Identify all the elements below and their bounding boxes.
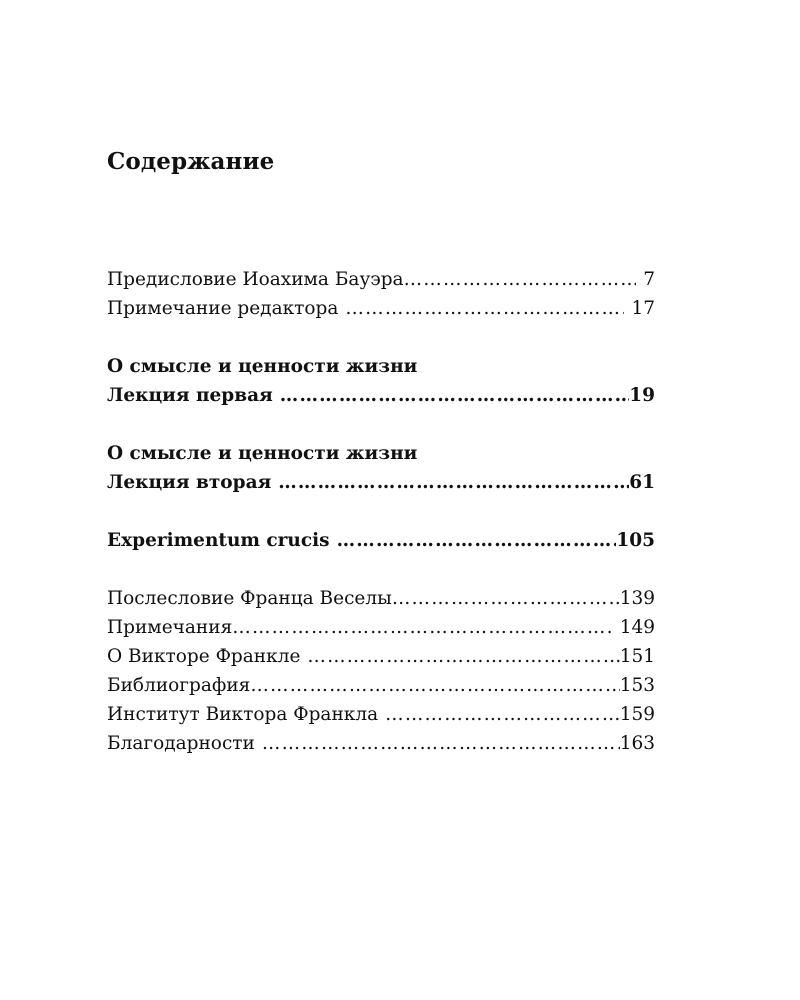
toc-entry-lecture1[interactable]: [107, 381, 655, 410]
toc-entry-page: 19: [629, 385, 655, 406]
toc-leader-dots: [392, 584, 620, 613]
toc-entry-title: О Викторе Франкле: [107, 646, 301, 667]
toc-entry-page: 61: [629, 472, 655, 493]
toc-leader-dots: [307, 642, 619, 671]
toc-leader-dots: [280, 381, 630, 410]
toc-leader-dots: [250, 671, 619, 700]
toc-leader-dots: [262, 729, 620, 758]
toc-entry-title: Лекция первая: [107, 385, 273, 406]
section-spacer: [107, 497, 655, 526]
toc-entry-page: 7: [643, 269, 655, 290]
toc-entry-notes[interactable]: [107, 613, 655, 642]
toc-entry-experimentum-crucis[interactable]: [107, 526, 655, 555]
toc-section-heading: О смысле и ценности жизни: [107, 443, 418, 464]
toc-entry-title: Предисловие Иоахима Бауэра: [107, 269, 404, 290]
toc-section-heading: О смысле и ценности жизни: [107, 356, 418, 377]
toc-entry-page: 163: [619, 733, 655, 754]
toc-entry-page: 159: [619, 704, 655, 725]
toc-leader-dots: [232, 613, 612, 642]
toc-leader-dots: [278, 468, 629, 497]
toc-entry-bibliography[interactable]: [107, 671, 655, 700]
toc-leader-dots: [385, 700, 620, 729]
toc-entry-acknowledgements[interactable]: [107, 729, 655, 758]
toc-entry-page: 151: [619, 646, 655, 667]
toc-entry-title: Примечания: [107, 617, 233, 638]
toc-entry-lecture2[interactable]: [107, 468, 655, 497]
toc-entry-about-frankl[interactable]: [107, 642, 655, 671]
toc-entry-afterword[interactable]: [107, 584, 655, 613]
toc-entry-title: Послесловие Франца Веселы: [107, 588, 392, 609]
table-of-contents: [107, 265, 655, 758]
toc-section-heading-lecture1: [107, 352, 655, 381]
toc-entry-page: 139: [619, 588, 655, 609]
toc-leader-dots: [345, 294, 624, 323]
toc-entry-title: Библиография: [107, 675, 251, 696]
section-spacer: [107, 410, 655, 439]
toc-entry-editor-note[interactable]: [107, 294, 655, 323]
toc-entry-title: Институт Виктора Франкла: [107, 704, 379, 725]
toc-entry-title: Примечание редактора: [107, 298, 339, 319]
toc-entry-title: Благодарности: [107, 733, 255, 754]
page-title: Содержание: [107, 148, 275, 175]
toc-entry-page: 17: [631, 298, 655, 319]
toc-leader-dots: [337, 526, 617, 555]
toc-entry-page: 105: [616, 530, 655, 551]
toc-entry-page: 153: [619, 675, 655, 696]
section-spacer: [107, 555, 655, 584]
toc-entry-page: 149: [619, 617, 655, 638]
section-spacer: [107, 323, 655, 352]
toc-entry-foreword[interactable]: [107, 265, 655, 294]
toc-entry-title: Лекция вторая: [107, 472, 272, 493]
toc-entry-institute[interactable]: [107, 700, 655, 729]
toc-section-heading-lecture2: [107, 439, 655, 468]
toc-entry-title: Experimentum crucis: [107, 530, 330, 551]
toc-leader-dots: [404, 265, 637, 294]
